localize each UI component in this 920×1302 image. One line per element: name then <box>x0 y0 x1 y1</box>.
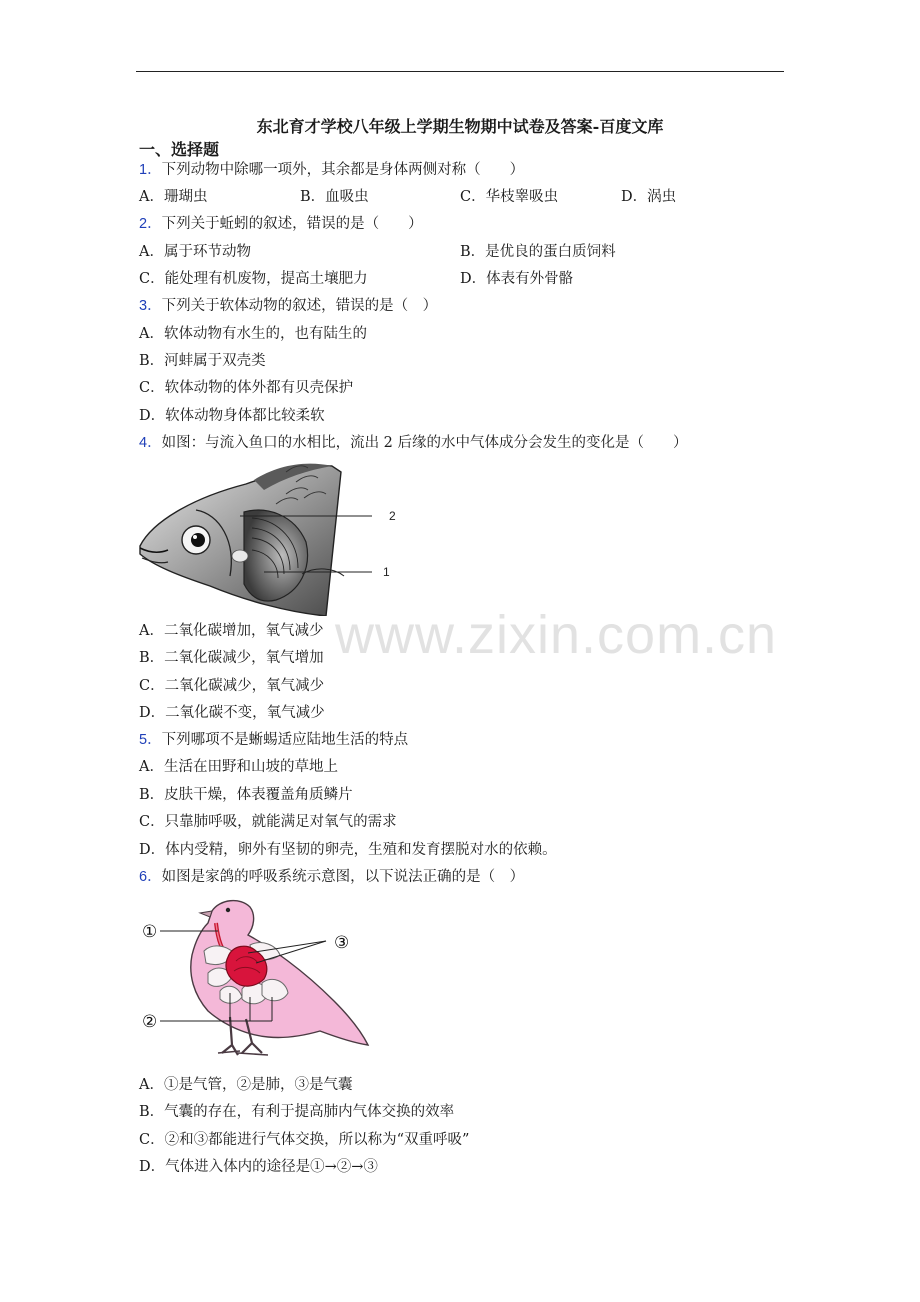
pigeon-figure <box>138 893 378 1065</box>
option-3a: A．软体动物有水生的，也有陆生的 <box>139 326 367 342</box>
header-rule <box>136 71 784 72</box>
question-stem: 如图：与流入鱼口的水相比，流出 2 后缘的水中气体成分会发生的变化是（ ） <box>161 435 688 451</box>
question-2 <box>139 214 423 234</box>
option-4c: C．二氧化碳减少，氧气减少 <box>139 678 325 694</box>
watermark-text: www.zixin.com.cn <box>335 605 778 665</box>
question-3 <box>139 296 437 316</box>
option-5c: C．只靠肺呼吸，就能满足对氧气的需求 <box>139 814 397 830</box>
question-6 <box>139 867 524 887</box>
fish-label-1: 1 <box>383 565 390 579</box>
question-number: 1． <box>139 162 162 178</box>
fish-label-2: 2 <box>389 509 396 523</box>
option-5b: B．皮肤干燥，体表覆盖角质鳞片 <box>139 787 353 803</box>
option-6a: A．①是气管，②是肺，③是气囊 <box>139 1077 353 1093</box>
option-6c: C．②和③都能进行气体交换，所以称为“双重呼吸” <box>139 1132 470 1148</box>
question-number: 3． <box>139 298 162 314</box>
option-6d: D．气体进入体内的途径是①→②→③ <box>139 1159 378 1175</box>
option-4d: D．二氧化碳不变，氧气减少 <box>139 705 325 721</box>
pigeon-label-1: ① <box>142 922 158 941</box>
question-4 <box>139 433 688 453</box>
section-heading: 一、选择题 <box>139 140 220 159</box>
question-stem: 下列关于软体动物的叙述，错误的是（ ） <box>161 298 438 314</box>
option-4b: B．二氧化碳减少，氧气增加 <box>139 650 324 666</box>
question-number: 6． <box>139 869 162 885</box>
option-2b: B．是优良的蛋白质饲料 <box>460 244 616 260</box>
option-5d: D．体内受精，卵外有坚韧的卵壳，生殖和发育摆脱对水的依赖。 <box>139 842 557 858</box>
question-number: 2． <box>139 216 162 232</box>
fish-head-figure <box>136 458 406 616</box>
option-3b: B．河蚌属于双壳类 <box>139 353 266 369</box>
pigeon-label-3: ③ <box>334 933 350 952</box>
question-stem: 下列动物中除哪一项外，其余都是身体两侧对称（ ） <box>161 162 525 178</box>
option-1a: A．珊瑚虫 <box>139 189 208 205</box>
question-1 <box>139 160 524 180</box>
option-3c: C．软体动物的体外都有贝壳保护 <box>139 380 354 396</box>
question-5 <box>139 730 408 750</box>
question-stem: 如图是家鸽的呼吸系统示意图，以下说法正确的是（ ） <box>161 869 525 885</box>
pigeon-label-2: ② <box>142 1012 158 1031</box>
option-2a: A．属于环节动物 <box>139 244 251 260</box>
option-2d: D．体表有外骨骼 <box>460 271 574 287</box>
option-3d: D．软体动物身体都比较柔软 <box>139 408 325 424</box>
option-5a: A．生活在田野和山坡的草地上 <box>139 759 338 775</box>
option-1d: D．涡虫 <box>621 189 677 205</box>
option-6b: B．气囊的存在，有利于提高肺内气体交换的效率 <box>139 1104 455 1120</box>
document-title: 东北育才学校八年级上学期生物期中试卷及答案-百度文库 <box>256 117 664 136</box>
question-number: 5． <box>139 732 162 748</box>
option-1b: B．血吸虫 <box>300 189 369 205</box>
question-stem: 下列关于蚯蚓的叙述，错误的是（ ） <box>161 216 423 232</box>
question-stem: 下列哪项不是蜥蜴适应陆地生活的特点 <box>161 732 409 748</box>
question-number: 4． <box>139 435 162 451</box>
option-2c: C．能处理有机废物，提高土壤肥力 <box>139 271 368 287</box>
option-1c: C．华枝睾吸虫 <box>460 189 559 205</box>
option-4a: A．二氧化碳增加，氧气减少 <box>139 623 324 639</box>
